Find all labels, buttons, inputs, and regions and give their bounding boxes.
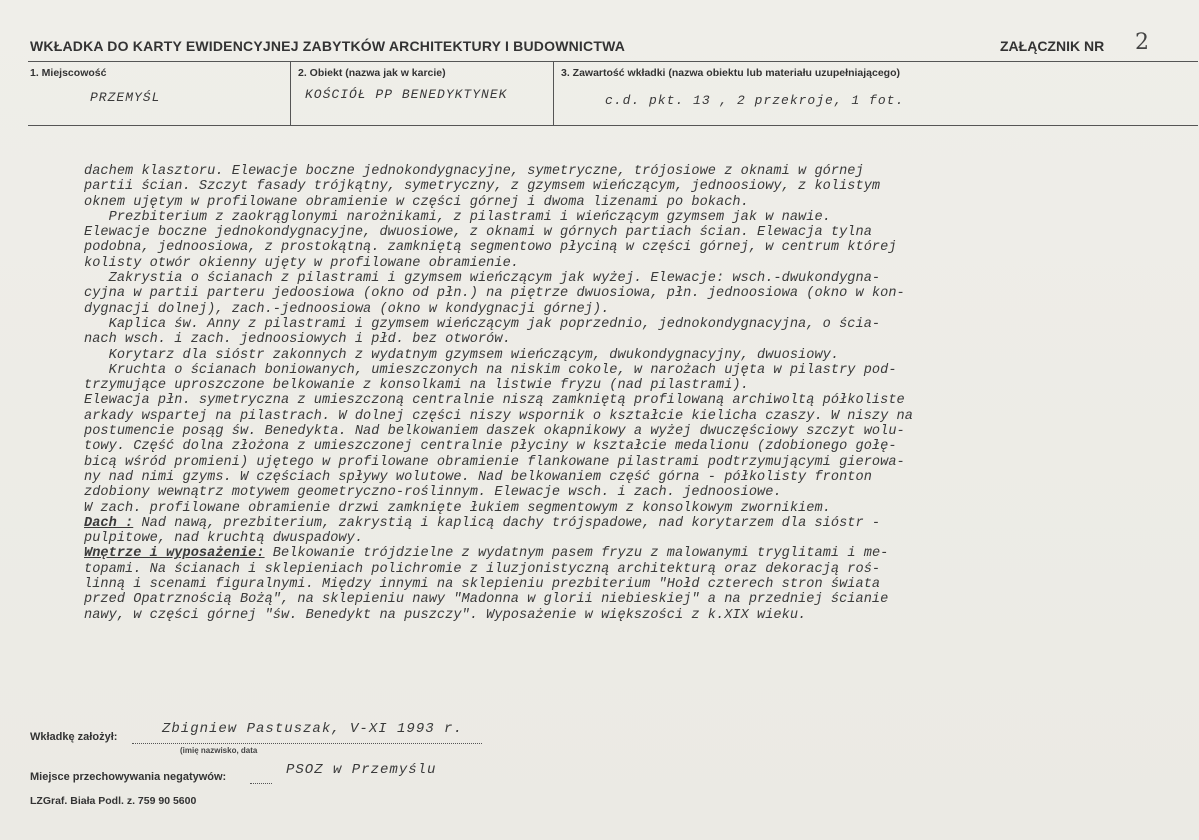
- description-line: arkady wspartej na pilastrach. W dolnej części niszy wspornik o kształcie kielicha czaszy. W niszy na: [84, 408, 913, 424]
- description-line: linną i scenami figuralnymi. Między innymi na sklepieniu prezbiterium "Hołd czterech stron świata: [84, 577, 881, 593]
- description-line: podobna, jednoosiowa, z prostokątną. zamkniętą segmentowo płyciną w części górnej, w centrum której: [84, 240, 897, 256]
- description-line: W zach. profilowane obramienie drzwi zamknięte łukiem segmentowym z konsolkowym zwornikiem.: [84, 500, 831, 516]
- description-line: postumencie posąg św. Benedykta. Nad belkowaniem daszek okapnikowy a wyżej dwuczęściowy szczyt wolu-: [84, 424, 905, 440]
- description-line: Elewacja płn. symetryczna z umieszczoną centralnie niszą zamkniętą profilowaną archiwoltą półkoliste: [84, 393, 905, 409]
- description-line: Elewacje boczne jednokondygnacyjne, dwuosiowe, z oknami w górnych partiach ścian. Elewacja tylna: [84, 225, 872, 241]
- negatives-label: Miejsce przechowywania negatywów:: [30, 771, 227, 783]
- description-line: dygnacji dolnej), zach.-jednoosiowa (okno w kondygnacji górnej).: [84, 301, 610, 317]
- fields-divider: [28, 125, 1198, 126]
- description-line: przed Opatrznością Bożą", na sklepieniu nawy "Madonna w glorii niebieskiej" a na przedniej ścianie: [84, 592, 889, 608]
- annex-label: ZAŁĄCZNIK NR: [1000, 38, 1105, 54]
- author-sublabel: (imię nazwisko, data: [180, 746, 258, 755]
- description-line: pulpitowe, nad kruchtą dwuspadowy.: [84, 531, 364, 547]
- object-label: 2. Obiekt (nazwa jak w karcie): [298, 67, 446, 79]
- printer-imprint: LZGraf. Biała Podl. z. 759 90 5600: [30, 795, 197, 807]
- author-label: Wkładkę założył:: [30, 731, 118, 743]
- description-line: Kaplica św. Anny z pilastrami i gzymsem wieńczącym jak poprzednio, jednokondygnacyjna, o ścia-: [84, 316, 881, 332]
- card-title: WKŁADKA DO KARTY EWIDENCYJNEJ ZABYTKÓW ARCHITEKTURY I BUDOWNICTWA: [30, 38, 626, 54]
- author-dotline: [132, 743, 482, 744]
- content-value: c.d. pkt. 13 , 2 przekroje, 1 fot.: [605, 93, 905, 108]
- description-line: partii ścian. Szczyt fasady trójkątny, symetryczny, z gzymsem wieńczącym, jednoosiowy, z kolistym: [84, 179, 881, 195]
- content-label: 3. Zawartość wkładki (nazwa obiektu lub materiału uzupełniającego): [561, 67, 900, 79]
- description-line: cyjna w partii parteru jedoosiowa (okno od płn.) na piętrze dwuosiowa, płn. jednoosiowa (okno w kon-: [84, 286, 905, 302]
- field-separator-1: [290, 61, 291, 125]
- description-line: towy. Część dolna złożona z umieszczonej centralnie płyciny w kształcie medalionu (zdobionego gołę-: [84, 439, 897, 455]
- description-line: nawy, w części górnej "św. Benedykt na puszczy". Wyposażenie w większości z k.XIX wieku.: [84, 607, 807, 623]
- description-line: nach wsch. i zach. jednoosiowych i płd. bez otworów.: [84, 332, 511, 348]
- description-line: Dach : Nad nawą, prezbiterium, zakrystią i kaplicą dachy trójspadowe, nad korytarzem dla sióstr -: [84, 515, 881, 531]
- description-line: Zakrystia o ścianach z pilastrami i gzymsem wieńczącym jak wyżej. Elewacje: wsch.-dwukondygna-: [84, 271, 881, 287]
- negatives-dotline: [250, 783, 272, 784]
- description-line: Korytarz dla sióstr zakonnych z wydatnym gzymsem wieńczącym, dwukondygnacyjny, dwuosiowy.: [84, 347, 840, 363]
- description-line: Kruchta o ścianach boniowanych, umieszczonych na niskim cokole, w narożach ujęta w pilastry pod-: [84, 362, 897, 378]
- place-label: 1. Miejscowość: [30, 67, 107, 79]
- header-divider: [28, 61, 1198, 62]
- field-separator-2: [553, 61, 554, 125]
- description-line: trzymujące uproszczone belkowanie z konsolkami na listwie fryzu (nad pilastrami).: [84, 378, 749, 394]
- description-line: kolisty otwór okienny ujęty w profilowane obramienie.: [84, 255, 520, 271]
- description-line: Prezbiterium z zaokrąglonymi narożnikami, z pilastrami i wieńczącym gzymsem jak w nawie.: [84, 209, 831, 225]
- description-line: bicą wśród promieni) ujętego w profilowane obramienie flankowane pilastrami podtrzymującymi gierowa-: [84, 454, 905, 470]
- annex-number: 2: [1135, 30, 1149, 55]
- description-line: oknem ujętym w profilowane obramienie w części górnej i dwoma lizenami po bokach.: [84, 194, 749, 210]
- description-text: [84, 164, 1164, 623]
- negatives-value: PSOZ w Przemyślu: [286, 762, 437, 778]
- object-value: KOŚCIÓŁ PP BENEDYKTYNEK: [305, 87, 508, 102]
- description-line: Wnętrze i wyposażenie: Belkowanie trójdzielne z wydatnym pasem fryzu z malowanymi tryglitami i me-: [84, 546, 889, 562]
- place-value: PRZEMYŚL: [90, 90, 161, 105]
- description-line: ny nad nimi gzyms. W częściach spływy wolutowe. Nad belkowaniem część górna - półkolisty fronton: [84, 469, 872, 485]
- description-line: zdobiony wewnątrz motywem geometryczno-roślinnym. Elewacje wsch. i zach. jednoosiowe.: [84, 485, 782, 501]
- description-line: topami. Na ścianach i sklepieniach polichromie z iluzjonistyczną architekturą oraz dekoracją roś-: [84, 561, 881, 577]
- author-value: Zbigniew Pastuszak, V-XI 1993 r.: [162, 721, 463, 737]
- description-line: dachem klasztoru. Elewacje boczne jednokondygnacyjne, symetryczne, trójosiowe z oknami w górnej: [84, 164, 864, 179]
